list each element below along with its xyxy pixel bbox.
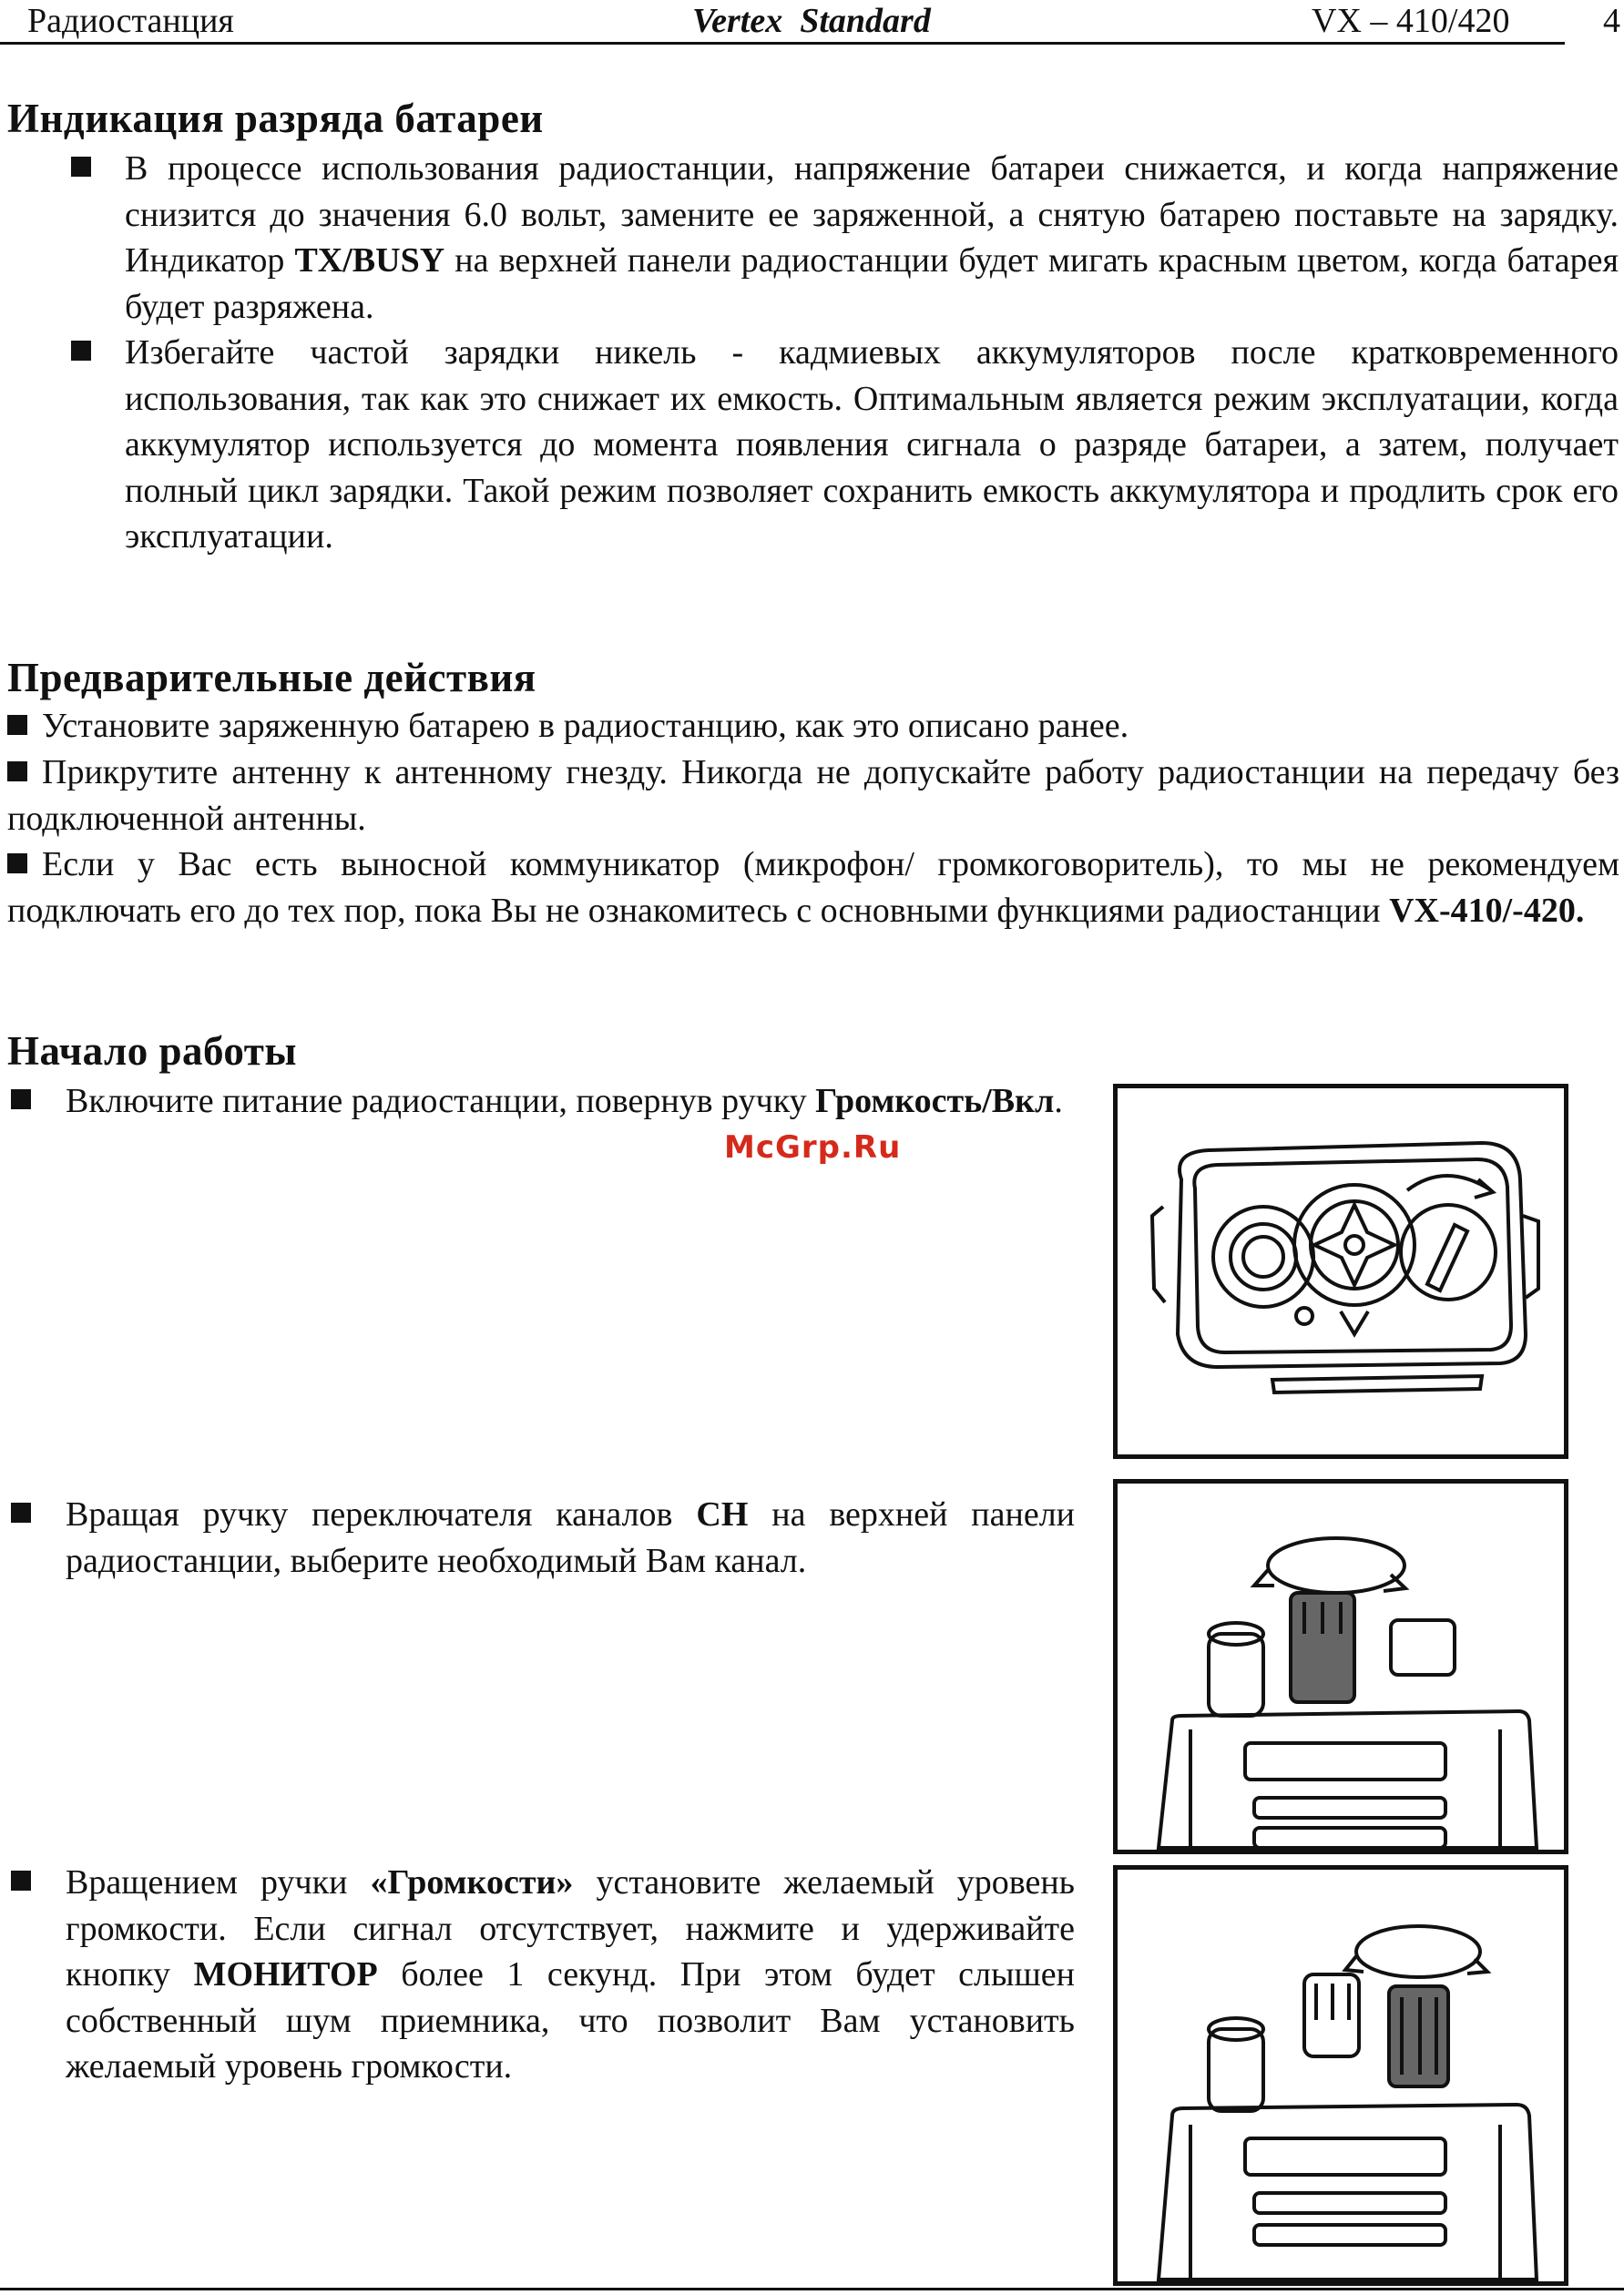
header-title: Радиостанция: [27, 2, 234, 40]
bullet-icon: [11, 1871, 31, 1891]
text: Прикрутите антенну к антенному гнезду. Никогда не допускайте работу радиостанции на передачу без подключенной антенны.: [7, 753, 1619, 838]
header-model: VX – 410/420: [1312, 2, 1510, 40]
indicator-name: TX/BUSY: [294, 241, 445, 280]
bullet-icon: [71, 341, 91, 361]
text: .: [1054, 1082, 1063, 1120]
text: Установите заряженную батарею в радиостанцию, как это описано ранее.: [42, 707, 1129, 745]
text: Вращая ручку переключателя каналов: [66, 1495, 697, 1534]
start-item-2: [66, 1492, 1075, 1584]
page-number: 4: [1603, 2, 1620, 40]
section-title-getting-started: Начало работы: [7, 1028, 298, 1074]
channel-knob-illustration: [1118, 1484, 1564, 1850]
figure-channel-knob: [1113, 1479, 1568, 1854]
prep-item-3: [7, 842, 1619, 933]
bullet-icon: [11, 1089, 31, 1109]
volume-knob-illustration: [1118, 1870, 1564, 2281]
text: на верхней панели радиостанции будет мигать красным цветом, когда батарея будет разряжена.: [125, 241, 1619, 326]
footer-divider: [0, 2288, 1624, 2290]
bullet-icon: [7, 715, 27, 735]
text: установите желаемый уровень громкости. Если сигнал отсутствует, нажмите и удерживайте кнопку: [66, 1863, 1075, 1994]
watermark: McGrp.Ru: [724, 1129, 902, 1166]
bullet-icon: [71, 157, 91, 177]
knob-name: «Громкости»: [370, 1863, 574, 1902]
bullet-icon: [11, 1503, 31, 1523]
text: Включите питание радиостанции, повернув ручку: [66, 1082, 816, 1120]
figure-top-panel: [1113, 1084, 1568, 1459]
bullet-icon: [7, 761, 27, 781]
prep-item-2: [7, 750, 1619, 842]
text: В процессе использования радиостанции, напряжение батареи снижается, и когда напряжение снизится до значения 6.0 вольт, замените ее заряженной, а снятую батарею поставьте на зарядку. Индикатор: [125, 149, 1619, 280]
radio-top-panel-illustration: [1118, 1088, 1564, 1454]
figure-volume-knob: [1113, 1865, 1568, 2286]
battery-paragraph-2: Избегайте частой зарядки никель - кадмиевых аккумуляторов после кратковременного использования, так как это снижает их емкость. Оптимальным является режим эксплуатации, когда аккумулятор используется до момента появления сигнала о разряде батареи, а затем, получает полный цикл зарядки. Такой режим позволяет сохранить емкость аккумулятора и продлить срок его эксплуатации.: [125, 333, 1619, 556]
section-title-preparation: Предварительные действия: [7, 655, 536, 700]
button-name: МОНИТОР: [193, 1955, 378, 1994]
prep-item-1: [7, 703, 1619, 750]
page-header: [0, 0, 1624, 44]
model-name: VX-410/-420.: [1389, 891, 1585, 930]
header-divider: [0, 42, 1565, 45]
text: Вращением ручки: [66, 1863, 371, 1902]
knob-name: Громкость/Вкл: [815, 1082, 1055, 1120]
section-title-battery: Индикация разряда батареи: [7, 96, 544, 141]
start-item-1: [66, 1078, 1075, 1125]
text: на верхней панели радиостанции, выберите необходимый Вам канал.: [66, 1495, 1076, 1580]
start-item-3: [66, 1860, 1075, 2090]
text: Если у Вас есть выносной коммуникатор (микрофон/ громкоговоритель), то мы не рекомендуем подключать его до тех пор, пока Вы не ознакомитесь с основными функциями радиостанции: [7, 845, 1619, 930]
bullet-icon: [7, 853, 27, 873]
knob-name: CH: [696, 1495, 749, 1534]
battery-paragraph-1: [125, 146, 1619, 330]
header-brand: Vertex Standard: [692, 2, 931, 40]
text: более 1 секунд. При этом будет слышен собственный шум приемника, что позволит Вам установить желаемый уровень громкости.: [66, 1955, 1075, 2086]
